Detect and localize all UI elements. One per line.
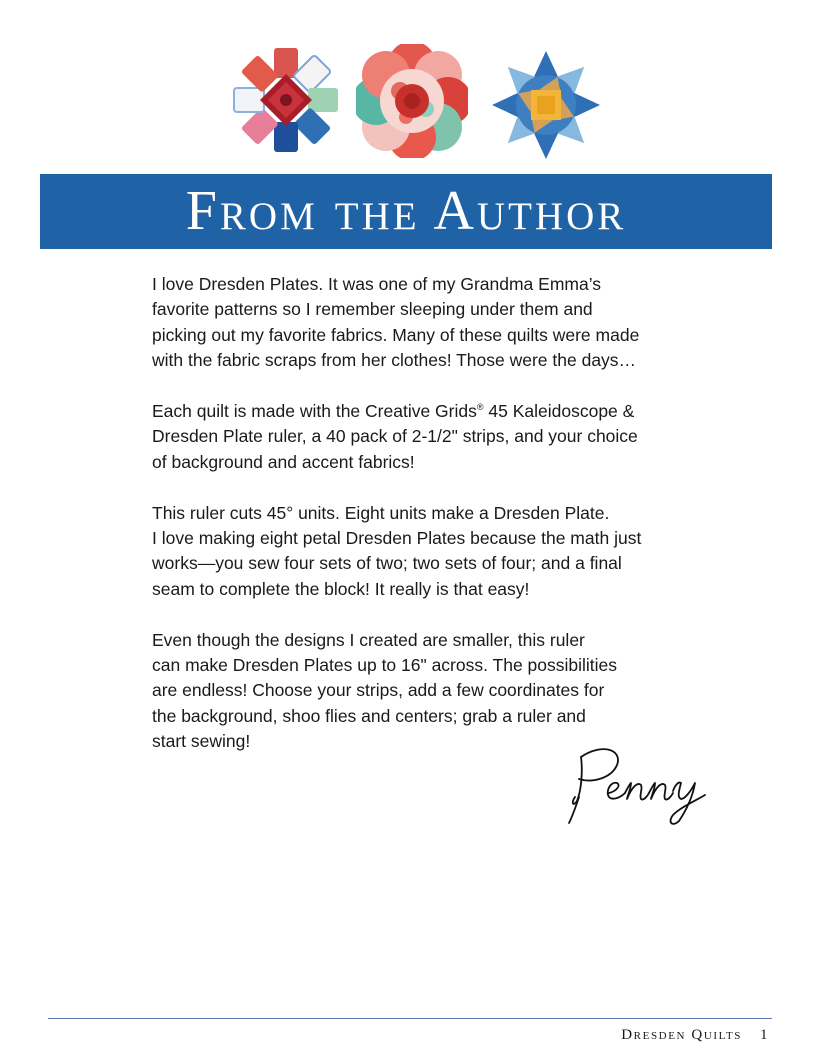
paragraph-1	[152, 272, 712, 374]
registered-mark: ®	[476, 402, 484, 413]
text-line: start sewing!	[152, 731, 251, 752]
title-banner	[40, 174, 772, 249]
text-line: favorite patterns so I remember sleeping under them and	[152, 299, 593, 320]
paragraph-2	[152, 399, 712, 475]
dresden-plate-red-floral-image	[356, 44, 468, 158]
text-line: Dresden Plate ruler, a 40 pack of 2-1/2" strips, and your choice	[152, 426, 638, 447]
quilt-block-images	[0, 0, 816, 170]
text-line: I love Dresden Plates. It was one of my Grandma Emma’s	[152, 274, 602, 294]
text-line: the background, shoo flies and centers; grab a ruler and	[152, 705, 586, 726]
text-line: seam to complete the block! It really is that easy!	[152, 578, 530, 599]
text-line: picking out my favorite fabrics. Many of these quilts were made	[152, 324, 640, 345]
footer-book-title: Dresden Quilts	[621, 1027, 742, 1043]
text-line: works—you sew four sets of two; two sets of four; and a final	[152, 553, 622, 574]
page-title: From the Author	[185, 180, 627, 242]
text-line: can make Dresden Plates up to 16" across. The possibilities	[152, 655, 618, 676]
text-line: with the fabric scraps from her clothes! Those were the days…	[152, 350, 637, 371]
text-line: Even though the designs I created are smaller, this ruler	[152, 629, 585, 650]
footer-divider	[48, 1018, 772, 1019]
text-line: This ruler cuts 45° units. Eight units make a Dresden Plate.	[152, 502, 610, 523]
dresden-plate-blue-yellow-star-image	[488, 48, 604, 162]
page-number: 1	[760, 1027, 768, 1043]
text-line: I love making eight petal Dresden Plates because the math just	[152, 528, 642, 549]
signature-penny	[565, 735, 735, 830]
author-letter	[152, 272, 712, 780]
text-segment: Each quilt is made with the Creative Grids	[152, 401, 477, 422]
text-line: of background and accent fabrics!	[152, 451, 415, 472]
dresden-plate-blue-red-image	[228, 46, 344, 154]
text-segment: 45 Kaleidoscope &	[483, 401, 635, 422]
paragraph-3	[152, 501, 712, 603]
text-line: are endless! Choose your strips, add a few coordinates for	[152, 680, 605, 701]
text-line	[152, 399, 712, 424]
